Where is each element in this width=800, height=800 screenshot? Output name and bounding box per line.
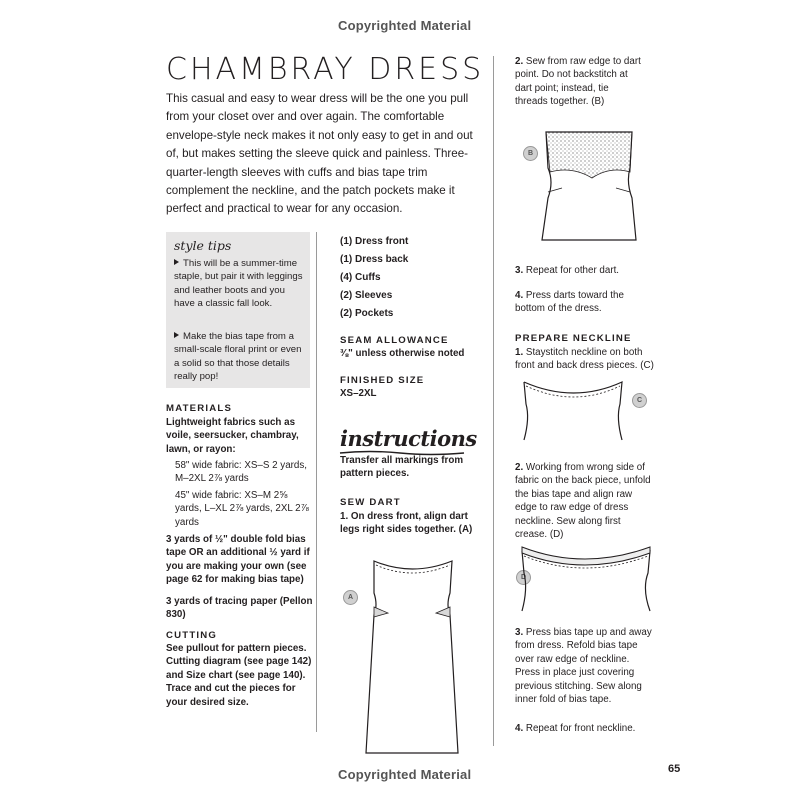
- piece-item: (1) Dress back: [340, 254, 409, 265]
- step-2: [515, 55, 643, 109]
- figure-c-staystitch: [516, 380, 631, 445]
- instructions-heading: instructions: [340, 426, 477, 451]
- page-number: 65: [668, 763, 681, 775]
- neckline-step-2-text: Working from wrong side of fabric on the back piece, unfold the bias tape and align raw edge to raw edge of dress neckline. Sew along first crease. (D): [515, 462, 651, 541]
- piece-item: (2) Pockets: [340, 308, 394, 319]
- copyright-top: Copyrighted Material: [338, 18, 472, 33]
- neckline-step-2-number: 2.: [515, 462, 524, 473]
- sew-dart-heading: SEW DART: [340, 497, 401, 508]
- style-tip-1-text: This will be a summer-time staple, but pair it with leggings and leather boots and you have a classic fall look.: [174, 258, 303, 310]
- step-3-number: 3.: [515, 265, 524, 276]
- seam-heading: SEAM ALLOWANCE: [340, 335, 449, 346]
- step-4-number: 4.: [515, 290, 524, 301]
- style-tip-1: [174, 257, 304, 311]
- materials-45: 45" wide fabric: XS–M 2⅝ yards, L–XL 2⅞ yards, 2XL 2⅞ yards: [175, 490, 309, 528]
- materials-58: 58" wide fabric: XS–S 2 yards, M–2XL 2⅞ yards: [175, 460, 307, 485]
- figure-d-badge: D: [516, 570, 531, 585]
- step-1: [340, 510, 490, 537]
- neckline-step-3-text: Press bias tape up and away from dress. Refold bias tape over raw edge of neckline. Press in place just covering previous stitching. Sew along inner fold of bias tape.: [515, 627, 652, 706]
- bullet-triangle-icon: [174, 332, 179, 338]
- step-2-number: 2.: [515, 56, 524, 67]
- transfer-text: Transfer all markings from pattern pieces.: [340, 455, 464, 480]
- figure-a-badge: A: [343, 590, 358, 605]
- cutting-text: See pullout for pattern pieces. Cutting diagram (see page 142) and Size chart (see page 140). Trace and cut the pieces for your desired size.: [166, 643, 312, 708]
- figure-b-badge: B: [523, 146, 538, 161]
- step-3-text: Repeat for other dart.: [525, 265, 620, 276]
- neckline-step-1: [515, 346, 655, 373]
- figure-a-dress-front: [360, 555, 465, 755]
- materials-fabrics: Lightweight fabrics such as voile, seersucker, chambray, lawn, or rayon:: [166, 417, 299, 455]
- figure-d-bias-tape: [516, 545, 656, 615]
- neckline-step-4: [515, 722, 635, 735]
- materials-heading: MATERIALS: [166, 403, 233, 414]
- style-tips-title: style tips: [174, 238, 232, 253]
- neckline-step-4-number: 4.: [515, 723, 524, 734]
- neckline-step-3: [515, 626, 655, 706]
- finished-value: XS–2XL: [340, 388, 377, 399]
- prepare-neckline-heading: PREPARE NECKLINE: [515, 333, 632, 344]
- neckline-step-1-text: Staystitch neckline on both front and back dress pieces. (C): [515, 347, 654, 372]
- figure-c-badge: C: [632, 393, 647, 408]
- seam-value: ⅜" unless otherwise noted: [340, 348, 465, 359]
- neckline-step-2: [515, 461, 655, 541]
- piece-item: (4) Cuffs: [340, 272, 381, 283]
- style-tip-2-text: Make the bias tape from a small-scale floral print or even a solid so that those details really pop!: [174, 331, 302, 383]
- step-1-text: On dress front, align dart legs right sides together. (A): [340, 511, 473, 536]
- bullet-triangle-icon: [174, 259, 179, 265]
- materials-bias: 3 yards of ½" double fold bias tape OR an additional ½ yard if you are making your own (see page 62 for making bias tape): [166, 534, 310, 586]
- finished-heading: FINISHED SIZE: [340, 375, 425, 386]
- column-divider-left: [316, 232, 317, 732]
- piece-item: (1) Dress front: [340, 236, 409, 247]
- cutting-heading: CUTTING: [166, 630, 218, 641]
- step-2-text: Sew from raw edge to dart point. Do not backstitch at dart point; instead, tie threads together. (B): [515, 56, 641, 108]
- page-title: CHAMBRAY DRESS: [166, 52, 485, 87]
- column-divider-right: [493, 56, 494, 746]
- neckline-step-4-text: Repeat for front neckline.: [525, 723, 636, 734]
- step-4: [515, 289, 640, 316]
- intro-paragraph: This casual and easy to wear dress will be the one you pull from your closet over and over again. The comfortable envelope-style neck makes it not only easy to get in and out of, but makes setting the sleeve quick and painless. Three-quarter-length sleeves with cuffs and bias tape trim complement the neckline, and the patch pockets make it perfect and practical to wear for any occasion.: [166, 92, 473, 216]
- copyright-bottom: Copyrighted Material: [338, 767, 472, 782]
- step-1-number: 1.: [340, 511, 349, 522]
- materials-tracing: 3 yards of tracing paper (Pellon 830): [166, 596, 313, 621]
- step-3: [515, 264, 619, 277]
- style-tip-2: [174, 330, 304, 384]
- neckline-step-1-number: 1.: [515, 347, 524, 358]
- neckline-step-3-number: 3.: [515, 627, 524, 638]
- piece-item: (2) Sleeves: [340, 290, 393, 301]
- figure-b-dart: [540, 128, 640, 243]
- step-4-text: Press darts toward the bottom of the dress.: [515, 290, 624, 315]
- pieces-list: [340, 236, 408, 326]
